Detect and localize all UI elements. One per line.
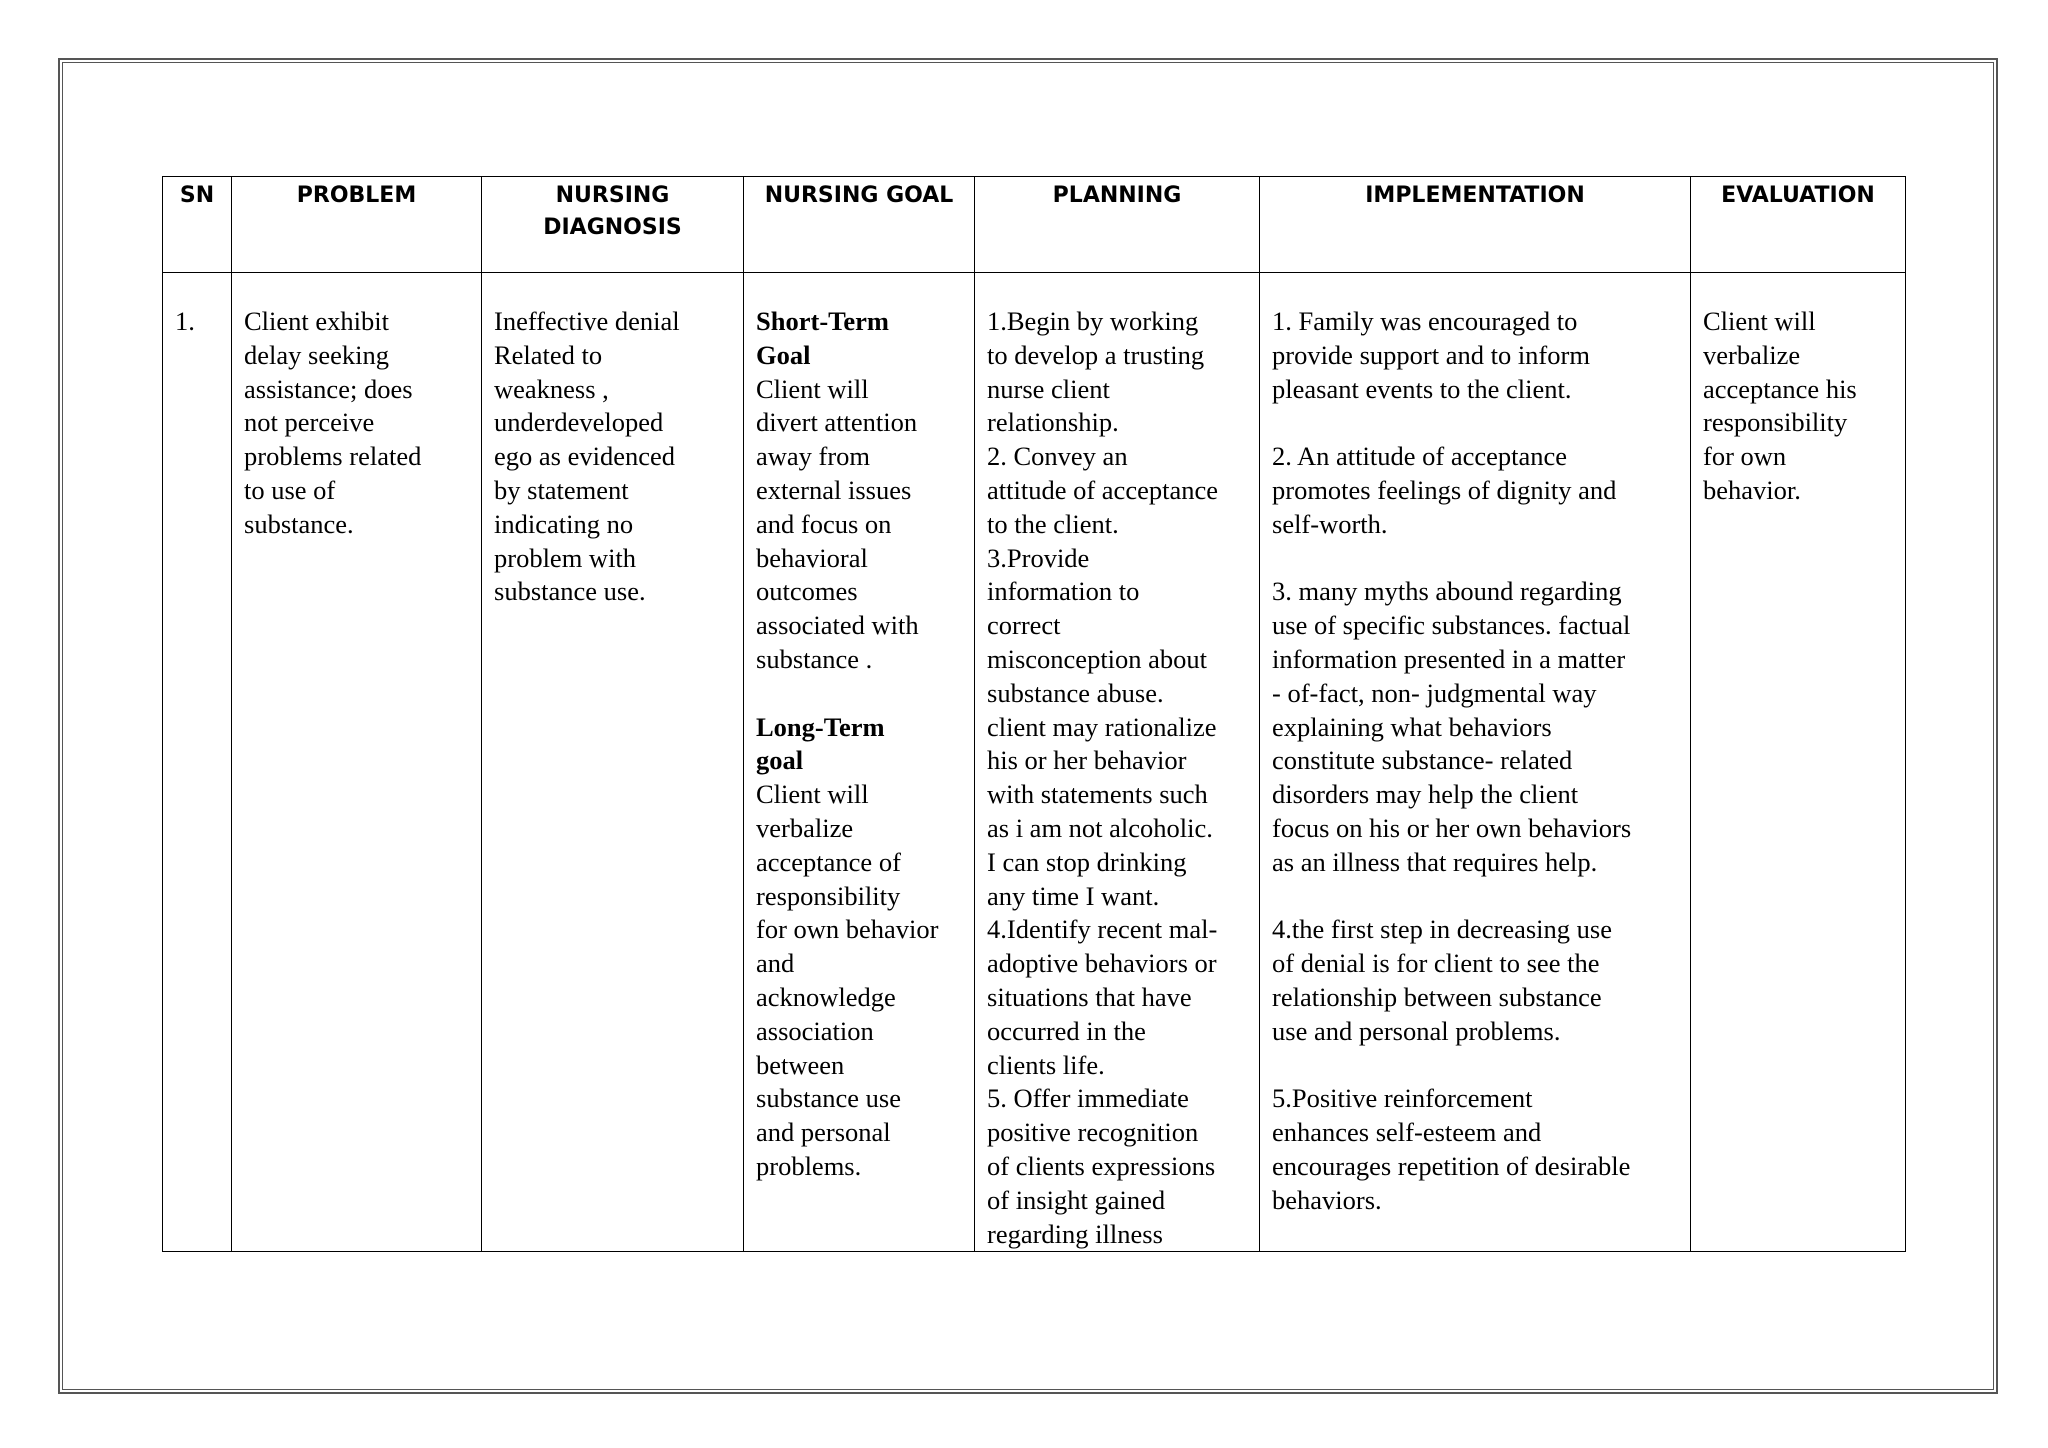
cell-planning	[975, 273, 1260, 1252]
nursing-care-plan-table	[162, 176, 1906, 1252]
implementation-item-4: 4.the first step in decreasing use of denial is for client to see the relationship between substance use and personal problems.	[1272, 914, 1612, 1046]
header-nursing-goal	[744, 177, 975, 273]
cell-nursing-diagnosis	[482, 273, 744, 1252]
implementation-item-5: 5.Positive reinforcement enhances self-esteem and encourages repetition of desirable behaviors.	[1272, 1083, 1631, 1215]
implementation-item-2: 2. An attitude of acceptance promotes feelings of dignity and self-worth.	[1272, 441, 1617, 539]
header-planning	[975, 177, 1260, 273]
header-planning-label: PLANNING	[1052, 183, 1182, 208]
cell-sn	[163, 273, 232, 1252]
evaluation-text: Client will verbalize acceptance his responsibility for own behavior.	[1703, 306, 1857, 505]
problem-text: Client exhibit delay seeking assistance; does not perceive problems related to use of substance.	[244, 306, 422, 539]
cell-implementation	[1260, 273, 1691, 1252]
paragraph-gap	[1272, 880, 1678, 914]
implementation-item-3: 3. many myths abound regarding use of specific substances. factual information presented in a matter - of-fact, non- judgmental way explaining what behaviors constitute substance- related disorders may help the client focus on his or her own behaviors as an illness that requires help.	[1272, 576, 1632, 877]
cell-evaluation	[1691, 273, 1906, 1252]
header-nursing-goal-label: NURSING GOAL	[764, 183, 954, 208]
short-term-goal-heading: Short-Term Goal	[756, 306, 889, 370]
header-implementation-label: IMPLEMENTATION	[1365, 183, 1585, 208]
header-sn-label: SN	[179, 183, 215, 208]
paragraph-gap	[1272, 1049, 1678, 1083]
paragraph-gap	[1272, 542, 1678, 576]
header-row	[163, 177, 1906, 273]
nursing-diagnosis-text: Ineffective denial Related to weakness , underdeveloped ego as evidenced by statement indicating no problem with substance use.	[494, 306, 680, 607]
long-term-goal-text: Client will verbalize acceptance of responsibility for own behavior and acknowledge association between substance use and personal problems.	[756, 779, 939, 1181]
implementation-item-1: 1. Family was encouraged to provide support and to inform pleasant events to the client.	[1272, 306, 1590, 404]
table-row	[163, 273, 1906, 1252]
header-problem-label: PROBLEM	[296, 183, 417, 208]
paragraph-gap	[756, 677, 962, 711]
cell-problem	[232, 273, 482, 1252]
cell-nursing-goal	[744, 273, 975, 1252]
serial-number: 1.	[175, 306, 195, 336]
header-problem	[232, 177, 482, 273]
paragraph-gap	[1272, 406, 1678, 440]
long-term-goal-heading: Long-Term goal	[756, 711, 885, 776]
header-evaluation	[1691, 177, 1906, 273]
short-term-goal-text: Client will divert attention away from external issues and focus on behavioral outcomes associated with substance .	[756, 373, 919, 674]
header-nursing-diagnosis	[482, 177, 744, 273]
planning-text: 1.Begin by working to develop a trusting nurse client relationship. 2. Convey an attitude of acceptance to the client. 3.Provide information to correct misconception about substance abuse. client may rationalize his or her behavior with statements such as i am not alcoholic. I can stop drinking any time I want. 4.Identify recent mal- adoptive behaviors or situations that have occurred in the clients life. 5. Offer immediate positive recognition of clients expressions of insight gained regarding illness	[987, 306, 1218, 1249]
header-evaluation-label: EVALUATION	[1721, 183, 1875, 208]
header-sn	[163, 177, 232, 273]
header-nursing-diagnosis-label: NURSING DIAGNOSIS	[543, 183, 682, 240]
header-implementation	[1260, 177, 1691, 273]
